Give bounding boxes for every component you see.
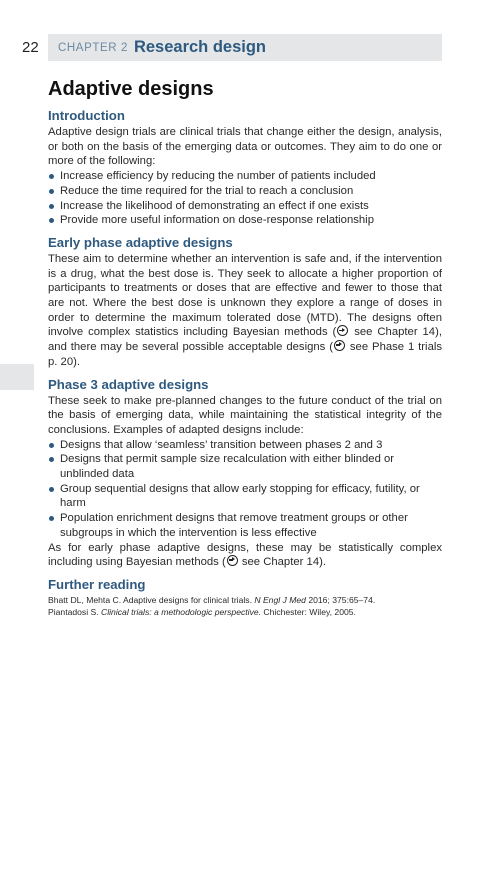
list-item: Provide more useful information on dose-response relationship [48, 213, 442, 228]
heading-phase-3: Phase 3 adaptive designs [48, 376, 209, 392]
page-number: 22 [22, 39, 39, 56]
cross-reference-arrow-icon [334, 340, 345, 351]
cross-reference-arrow-icon [227, 555, 238, 566]
heading-introduction: Introduction [48, 108, 125, 123]
cross-reference-link[interactable]: see Chapter 14 [241, 556, 320, 569]
list-item: Increase efficiency by reducing the number of patients included [48, 169, 442, 184]
phase-3-bullet-list [48, 438, 442, 541]
chapter-thumb-tab [0, 364, 34, 390]
list-item: Group sequential designs that allow early stopping for efficacy, futility, or harm [48, 482, 442, 511]
phase-3-closing [48, 541, 442, 570]
section-further-reading [48, 577, 442, 618]
intro-paragraph: Adaptive design trials are clinical trials that change either the design, analysis, or both on the basis of the emerging data or outcomes. They aim to do one or more of the following: [48, 126, 442, 168]
running-header [48, 34, 442, 61]
list-item: Reduce the time required for the trial to reach a conclusion [48, 184, 442, 199]
heading-further-reading: Further reading [48, 576, 146, 592]
reference-list [48, 594, 442, 618]
cross-reference-link[interactable]: see Phase 1 trials p. 20 [48, 341, 443, 368]
early-text-1: These aim to determine whether an intervention is safe and, if the intervention is a drug, what the best dose is. They seek to allocate a higher proportion of participants to treatments or doses that are effective and fewer to those that are not. Where the best dose is unknown they explore a range of doses in order to determine the maximum tolerated dose (MTD). The designs often involve complex statistics including Bayesian methods ( [48, 252, 442, 339]
list-item: Increase the likelihood of demonstrating an effect if one exists [48, 199, 442, 214]
reference-item: Piantadosi S. Clinical trials: a methodologic perspective. Chichester: Wiley, 2005. [48, 606, 356, 617]
reference-item: Bhatt DL, Mehta C. Adaptive designs for clinical trials. N Engl J Med 2016; 375:65–74. [48, 594, 376, 605]
page-content [48, 76, 442, 625]
list-item: Designs that allow ‘seamless’ transition between phases 2 and 3 [48, 438, 442, 453]
cross-reference-link[interactable]: see Chapter 14 [354, 326, 436, 339]
cross-reference-arrow-icon [337, 325, 348, 336]
section-early-phase [48, 235, 442, 370]
section-introduction [48, 108, 442, 228]
list-item: Population enrichment designs that remove treatment groups or other subgroups in which the intervention is less effective [48, 511, 442, 540]
list-item: Designs that permit sample size recalculation with either blinded or unblinded data [48, 452, 442, 481]
chapter-title: Research design [133, 38, 267, 56]
early-phase-paragraph [48, 252, 442, 370]
intro-bullet-list [48, 169, 442, 228]
section-phase-3 [48, 377, 442, 570]
heading-early-phase: Early phase adaptive designs [48, 234, 233, 250]
closing-text-2: ). [319, 556, 327, 569]
chapter-label: CHAPTER 2 [58, 41, 128, 54]
closing-text-1: As for early phase adaptive designs, these may be statistically complex including using Bayesian methods ( [48, 541, 442, 569]
phase-3-paragraph: These seek to make pre-planned changes to the future conduct of the trial on the basis of emerging data, while maintaining the statistical integrity of the conclusions. Examples of adapted designs include: [48, 394, 442, 436]
page-title: Adaptive designs [48, 78, 214, 100]
early-text-2: ), and there may be several possible acceptable designs ( [48, 326, 442, 354]
early-text-3: ). [73, 355, 81, 368]
